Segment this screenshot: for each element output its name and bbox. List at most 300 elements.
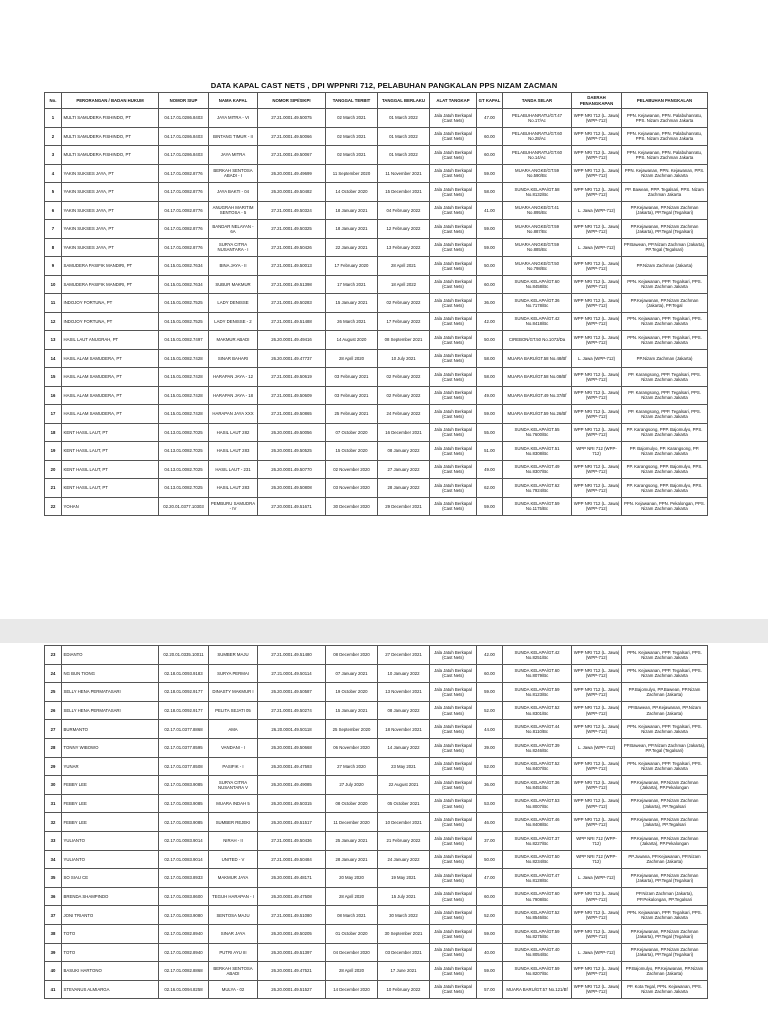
cell-no: 18 [45, 423, 62, 442]
table-row [45, 201, 708, 220]
cell-owner: YAKIN SUKSES JAYA, PT [62, 183, 159, 202]
cell-sipi: 27.21.0001.49.51398 [258, 275, 326, 294]
cell-gt: 44.00 [477, 720, 503, 739]
table-row [45, 109, 708, 128]
cell-port: PP.Nizam Zachman (Jakarta) [622, 349, 708, 368]
cell-port: PPN. Kejawanan, PPP. Tegalsari, PPS. Nizam Zachman Jakarta [622, 720, 708, 739]
cell-valid-date: 14 January 2022 [378, 738, 430, 757]
cell-gt: 59.00 [477, 164, 503, 183]
cell-port: PP. Karangsong, PPP. Tegalsari, PPS. Nizam Zachman Jakarta [622, 386, 708, 405]
cell-gt: 39.00 [477, 738, 503, 757]
cell-port: PPN. Kejawanan, PPP. Tegalsari, PPS. Nizam Zachman Jakarta [622, 906, 708, 925]
cell-owner: SAMUDERA PASIFIK MANDIRI, PT [62, 275, 159, 294]
cell-sipi: 27.21.0001.49.50426 [258, 238, 326, 257]
cell-no: 13 [45, 331, 62, 350]
cell-gear: Jala Jatuh Berkapal (Cast Nets) [430, 423, 477, 442]
cell-siup: 04.17.01.0286.8403 [159, 146, 209, 165]
cell-gear: Jala Jatuh Berkapal (Cast Nets) [430, 869, 477, 888]
cell-mark: SUNDA KELAPA/GT.59 No.8275/Bc [503, 924, 572, 943]
cell-owner: YAKIN SUKSES JAYA, PT [62, 164, 159, 183]
cell-sipi: 27.21.0001.49.50274 [258, 701, 326, 720]
cell-no: 9 [45, 257, 62, 276]
cell-owner: HASIL ALAM SAMUDERA, PT [62, 368, 159, 387]
cell-no: 25 [45, 683, 62, 702]
cell-mark: MUARA ANGKE/GT.41 No.895/Bc [503, 201, 572, 220]
cell-area: WPP NRI 712 (L. Jawa) (WPP-712) [572, 497, 622, 516]
cell-issued-date: 03 February 2021 [326, 386, 378, 405]
cell-gear: Jala Jatuh Berkapal (Cast Nets) [430, 831, 477, 850]
cell-siup: 04.17.01.0082.8776 [159, 183, 209, 202]
cell-gt: 52.00 [477, 757, 503, 776]
cell-valid-date: 11 November 2021 [378, 164, 430, 183]
cell-gear: Jala Jatuh Berkapal (Cast Nets) [430, 646, 477, 665]
cell-issued-date: 25 January 2021 [326, 831, 378, 850]
cell-valid-date: 05 October 2021 [378, 794, 430, 813]
cell-sipi: 26.20.0001.49.50315 [258, 794, 326, 813]
cell-valid-date: 21 February 2022 [378, 831, 430, 850]
cell-area: WPP NRI 712 (L. Jawa) (WPP-712) [572, 683, 622, 702]
cell-no: 16 [45, 386, 62, 405]
cell-mark: MUARA ANGKE/GT.59 No.590/Bc [503, 164, 572, 183]
cell-gt: 58.00 [477, 183, 503, 202]
col-header-port: PELABUHAN PANGKALAN [622, 93, 708, 109]
cell-gt: 59.00 [477, 924, 503, 943]
cell-issued-date: 27 March 2020 [326, 757, 378, 776]
cell-gear: Jala Jatuh Berkapal (Cast Nets) [430, 962, 477, 981]
cell-vessel-name: JAYA MITRA - VI [209, 109, 258, 128]
cell-owner: JONI TRIANTO [62, 906, 159, 925]
cell-siup: 02.18.01.0092.9177 [159, 701, 209, 720]
cell-siup: 04.13.01.0082.7025 [159, 423, 209, 442]
cell-gear: Jala Jatuh Berkapal (Cast Nets) [430, 127, 477, 146]
table-row [45, 720, 708, 739]
table-row [45, 664, 708, 683]
cell-sipi: 27.21.0001.49.50865 [258, 405, 326, 424]
cell-owner: BURMANTO [62, 720, 159, 739]
cell-no: 11 [45, 294, 62, 313]
cell-no: 10 [45, 275, 62, 294]
cell-gt: 55.00 [477, 423, 503, 442]
cell-gear: Jala Jatuh Berkapal (Cast Nets) [430, 813, 477, 832]
cell-gt: 59.00 [477, 962, 503, 981]
cell-gt: 57.00 [477, 980, 503, 999]
cell-no: 8 [45, 238, 62, 257]
table-row [45, 257, 708, 276]
cell-sipi: 27.21.0001.49.51488 [258, 312, 326, 331]
table-row [45, 906, 708, 925]
cell-gt: 37.00 [477, 831, 503, 850]
cell-vessel-name: MAKMUR ABADI [209, 331, 258, 350]
cell-valid-date: 02 February 2022 [378, 294, 430, 313]
col-header-issued-date: TANGGAL TERBIT [326, 93, 378, 109]
cell-area: L. Jawa (WPP-712) [572, 238, 622, 257]
cell-sipi: 26.20.0001.49.47737 [258, 349, 326, 368]
cell-issued-date: 14 August 2020 [326, 331, 378, 350]
cell-gear: Jala Jatuh Berkapal (Cast Nets) [430, 275, 477, 294]
cell-vessel-name: SENTOSA MAJU [209, 906, 258, 925]
cell-area: WPP NRI 712 (L. Jawa) (WPP-712) [572, 257, 622, 276]
cell-gear: Jala Jatuh Berkapal (Cast Nets) [430, 164, 477, 183]
cell-area: WPP NRI 712 (L. Jawa) (WPP-712) [572, 386, 622, 405]
cell-vessel-name: BERKAH SENTOSA ABADI [209, 962, 258, 981]
cell-port: PPN. Kejawanan, PPN. Palabuhanratu, PPS. Nizam Zachman Jakarta [622, 109, 708, 128]
cell-issued-date: 15 January 2021 [326, 294, 378, 313]
cell-valid-date: 27 January 2022 [378, 460, 430, 479]
table-row [45, 831, 708, 850]
cell-no: 3 [45, 146, 62, 165]
table-row [45, 794, 708, 813]
cell-port: PP.Bawean, PP.Nizam Zachman (Jakarta), PP.Tegal (Tegalsari) [622, 238, 708, 257]
cell-siup: 02.17.01.0082.8868 [159, 962, 209, 981]
cell-gear: Jala Jatuh Berkapal (Cast Nets) [430, 720, 477, 739]
cell-vessel-name: HASIL LAUT 283 [209, 442, 258, 461]
cell-valid-date: 08 January 2022 [378, 701, 430, 720]
cell-mark: SUNDA KELAPA/GT.47 No.8128/Bc [503, 869, 572, 888]
table-row [45, 479, 708, 498]
cell-gear: Jala Jatuh Berkapal (Cast Nets) [430, 497, 477, 516]
cell-port: PP. Karangsong, PPP. Bajomulyo, PPS. Nizam Zachman Jakarta [622, 479, 708, 498]
cell-port: PP.Nizam Zachman (Jakarta) [622, 257, 708, 276]
table-row [45, 423, 708, 442]
cell-owner: KENT HASIL LAUT, PT [62, 479, 159, 498]
cell-issued-date: 07 October 2020 [326, 423, 378, 442]
cell-gear: Jala Jatuh Berkapal (Cast Nets) [430, 109, 477, 128]
cell-mark: SUNDA KELAPA/GT.42 No.8251/Bc [503, 646, 572, 665]
cell-vessel-name: TEGUH HARAPAN - I [209, 887, 258, 906]
cell-gear: Jala Jatuh Berkapal (Cast Nets) [430, 701, 477, 720]
cell-no: 7 [45, 220, 62, 239]
cell-no: 40 [45, 962, 62, 981]
table-row [45, 738, 708, 757]
cell-mark: SUNDA KELAPA/GT.49 No.8307/Bc [503, 460, 572, 479]
cell-mark: PELABUHANRATU/GT.60 No.28/Ac [503, 127, 572, 146]
cell-vessel-name: VANDANI - I [209, 738, 258, 757]
cell-owner: KENT HASIL LAUT, PT [62, 423, 159, 442]
cell-owner: STEVANUS ALMIARGA [62, 980, 159, 999]
table-row [45, 776, 708, 795]
cell-area: WPP NRI 712 (L. Jawa) (WPP-712) [572, 294, 622, 313]
cell-issued-date: 18 January 2021 [326, 201, 378, 220]
cell-vessel-name: SUBUR MAKMUR [209, 275, 258, 294]
cell-siup: 04.17.01.0286.8403 [159, 127, 209, 146]
table-row [45, 349, 708, 368]
cell-valid-date: 17 June 2021 [378, 962, 430, 981]
cell-gt: 49.00 [477, 386, 503, 405]
cell-issued-date: 15 October 2020 [326, 442, 378, 461]
cell-issued-date: 28 April 2020 [326, 349, 378, 368]
cell-no: 27 [45, 720, 62, 739]
cell-port: PP. Bawean, PPP. Tegalsari, PPS. Nizam Zachman Jakarta [622, 183, 708, 202]
cell-sipi: 26.20.0001.49.49085 [258, 776, 326, 795]
cell-sipi: 26.20.0001.49.50205 [258, 924, 326, 943]
cell-area: L. Jawa (WPP-712) [572, 349, 622, 368]
cell-owner: BRENDA SHAMPINDO [62, 887, 159, 906]
cell-sipi: 27.21.0001.49.50067 [258, 146, 326, 165]
cell-gt: 59.00 [477, 220, 503, 239]
col-header-vessel-name: NAMA KAPAL [209, 93, 258, 109]
cell-siup: 02.18.01.0092.9177 [159, 683, 209, 702]
cell-gt: 50.00 [477, 331, 503, 350]
cell-gear: Jala Jatuh Berkapal (Cast Nets) [430, 238, 477, 257]
cell-issued-date: 03 November 2020 [326, 479, 378, 498]
table-body-page-1 [45, 109, 708, 516]
cell-owner: YAKIN SUKSES JAYA, PT [62, 201, 159, 220]
cell-siup: 04.13.01.0082.7025 [159, 442, 209, 461]
cell-mark: MUARA BARU/GT.57 No.121/Bf [503, 980, 572, 999]
cell-valid-date: 01 March 2022 [378, 127, 430, 146]
cell-mark: PELABUHANRATU/GT.47 No.17/Ac [503, 109, 572, 128]
cell-gt: 36.00 [477, 294, 503, 313]
cell-no: 4 [45, 164, 62, 183]
cell-siup: 02.17.01.0377.8595 [159, 738, 209, 757]
cell-sipi: 26.20.0001.49.47521 [258, 962, 326, 981]
table-row [45, 275, 708, 294]
cell-gear: Jala Jatuh Berkapal (Cast Nets) [430, 386, 477, 405]
cell-port: PP.Kejawanan, PP.Nizam Zachman (Jakarta), PP.Pekalongan [622, 776, 708, 795]
cell-issued-date: 17 February 2020 [326, 257, 378, 276]
cell-gear: Jala Jatuh Berkapal (Cast Nets) [430, 349, 477, 368]
table-row [45, 887, 708, 906]
cell-vessel-name: MUARA INDAH 5 [209, 794, 258, 813]
cell-port: PP.Nizam Zachman (Jakarta), PP.Pekalongan, PP.Tegalsari [622, 887, 708, 906]
cell-mark: SUNDA KELAPA/GT.36 No.7178/Bc [503, 294, 572, 313]
cell-valid-date: 18 November 2021 [378, 720, 430, 739]
cell-issued-date: 02 March 2021 [326, 146, 378, 165]
cell-siup: 04.17.01.0082.8776 [159, 201, 209, 220]
cell-sipi: 26.20.0001.49.51397 [258, 943, 326, 962]
cell-area: L. Jawa (WPP-712) [572, 869, 622, 888]
cell-owner: INDOJOY FORTUNA, PT [62, 294, 159, 313]
cell-port: PPN. Kejawanan, PPP. Tegalsari, PPS. Nizam Zachman Jakarta [622, 331, 708, 350]
cell-no: 21 [45, 479, 62, 498]
cell-vessel-name: SUMBER REJEKI [209, 813, 258, 832]
cell-area: WPP NRI 712 (L. Jawa) (WPP-712) [572, 331, 622, 350]
cell-gear: Jala Jatuh Berkapal (Cast Nets) [430, 943, 477, 962]
cell-siup: 02.17.01.0083.9085 [159, 813, 209, 832]
cell-gear: Jala Jatuh Berkapal (Cast Nets) [430, 850, 477, 869]
cell-port: PP. Kota Tegal, PPN. Kejawanan, PPS. Nizam Zachman Jakarta [622, 980, 708, 999]
cell-siup: 04.13.01.0082.7025 [159, 460, 209, 479]
cell-mark: SUNDA KELAPA/GT.52 No.8407/Bc [503, 757, 572, 776]
cell-no: 36 [45, 887, 62, 906]
cell-vessel-name: PASIFIK - I [209, 757, 258, 776]
col-header-area: DAERAH PENANGKAPAN [572, 93, 622, 109]
cell-area: L. Jawa (WPP-712) [572, 943, 622, 962]
cell-siup: 02.20.01.0335.10011 [159, 646, 209, 665]
cell-issued-date: 01 October 2020 [326, 924, 378, 943]
table-row [45, 238, 708, 257]
table-row [45, 368, 708, 387]
cell-siup: 02.17.01.0377.8508 [159, 757, 209, 776]
cell-owner: SELLY HENA PERMATASARI [62, 701, 159, 720]
cell-area: WPP NRI 712 (L. Jawa) (WPP-712) [572, 701, 622, 720]
cell-owner: FEBBY LEE [62, 776, 159, 795]
cell-area: WPP NRI 712 (L. Jawa) (WPP-712) [572, 776, 622, 795]
cell-area: WPP NRI 712 (L. Jawa) (WPP-712) [572, 164, 622, 183]
cell-vessel-name: SUMBER MAJU [209, 646, 258, 665]
cell-vessel-name: SURYA PERMAI [209, 664, 258, 683]
cell-sipi: 26.20.0001.49.49699 [258, 164, 326, 183]
cell-mark: SUNDA KELAPA/GT.52 No.8301/Bc [503, 701, 572, 720]
cell-owner: TONNY WIBOWO [62, 738, 159, 757]
cell-mark: PELABUHANRATU/GT.60 No.14/Ac [503, 146, 572, 165]
table-row [45, 220, 708, 239]
cell-area: WPP NRI 712 (L. Jawa) (WPP-712) [572, 183, 622, 202]
cell-siup: 02.17.01.0083.9085 [159, 794, 209, 813]
cell-mark: CIREBON/GT.50 No.1073/Da [503, 331, 572, 350]
cell-vessel-name: HASIL LAUT 283 [209, 479, 258, 498]
cell-siup: 02.17.01.0083.8600 [159, 887, 209, 906]
cell-valid-date: 15 December 2021 [378, 183, 430, 202]
cell-no: 32 [45, 813, 62, 832]
cell-siup: 04.15.01.0082.7525 [159, 312, 209, 331]
cell-issued-date: 06 November 2020 [326, 738, 378, 757]
cell-issued-date: 02 March 2021 [326, 127, 378, 146]
cell-gt: 47.00 [477, 109, 503, 128]
table-row [45, 924, 708, 943]
cell-no: 26 [45, 701, 62, 720]
cell-area: WPP NRI 712 (L. Jawa) (WPP-712) [572, 423, 622, 442]
cell-siup: 04.15.01.0082.7428 [159, 368, 209, 387]
cell-valid-date: 12 February 2022 [378, 220, 430, 239]
cell-gt: 58.00 [477, 368, 503, 387]
cell-siup: 02.17.01.0082.8940 [159, 943, 209, 962]
cell-gear: Jala Jatuh Berkapal (Cast Nets) [430, 664, 477, 683]
cell-mark: MUARA ANGKE/GT.59 No.885/Bc [503, 238, 572, 257]
cell-siup: 04.17.01.0082.8776 [159, 164, 209, 183]
cell-valid-date: 10 February 2022 [378, 980, 430, 999]
table-row [45, 294, 708, 313]
cell-mark: SUNDA KELAPA/GT.50 No.8234/Bc [503, 850, 572, 869]
cell-vessel-name: HARAPAN JAYA XXX [209, 405, 258, 424]
cell-port: PP.Kejawanan, PP.Nizam Zachman (Jakarta), PP.Tegal (Tegalsari) [622, 869, 708, 888]
table-header-row [45, 93, 708, 109]
cell-valid-date: 19 May 2021 [378, 869, 430, 888]
cell-gt: 60.00 [477, 127, 503, 146]
cell-issued-date: 07 January 2021 [326, 664, 378, 683]
cell-sipi: 26.20.0001.49.50770 [258, 460, 326, 479]
cell-siup: 04.17.01.0082.8776 [159, 220, 209, 239]
cell-mark: SUNDA KELAPA/GT.59 No.1175/Bc [503, 497, 572, 516]
cell-no: 6 [45, 201, 62, 220]
cell-sipi: 27.21.0001.49.50324 [258, 201, 326, 220]
cell-no: 31 [45, 794, 62, 813]
cell-gt: 60.00 [477, 146, 503, 165]
cell-vessel-name: BANDAR NELAYAN - 6A [209, 220, 258, 239]
cell-owner: SAMUDERA PASIFIK MANDIRI, PT [62, 257, 159, 276]
cell-sipi: 26.20.0001.49.50525 [258, 442, 326, 461]
cell-valid-date: 10 December 2021 [378, 813, 430, 832]
cell-vessel-name: MAKMUR JAYA [209, 869, 258, 888]
cell-sipi: 26.20.0001.49.47593 [258, 757, 326, 776]
cell-owner: YULIANTO [62, 850, 159, 869]
cell-siup: 02.20.01.0377.10303 [159, 497, 209, 516]
cell-siup: 02.17.01.0082.8940 [159, 924, 209, 943]
col-header-valid-date: TANGGAL BERLAKU [378, 93, 430, 109]
cell-issued-date: 26 March 2021 [326, 312, 378, 331]
cell-mark: SUNDA KELAPA/GT.53 No.8007/Bc [503, 794, 572, 813]
cell-valid-date: 22 August 2021 [378, 776, 430, 795]
cell-vessel-name: BERKAH SENTOSA ABADI - I [209, 164, 258, 183]
cell-issued-date: 25 September 2020 [326, 720, 378, 739]
cell-port: PP. Bajomulyo, PP. Karangsong, PP. Nizam Zachman Jakarta [622, 442, 708, 461]
cell-valid-date: 17 February 2022 [378, 312, 430, 331]
cell-sipi: 26.20.0001.49.50668 [258, 738, 326, 757]
cell-port: PP.Kejawanan, PP.Nizam Zachman (Jakarta), PP.Tegalsari [622, 794, 708, 813]
cell-no: 22 [45, 497, 62, 516]
cell-owner: KENT HASIL LAUT, PT [62, 460, 159, 479]
cell-issued-date: 19 October 2020 [326, 683, 378, 702]
cell-no: 19 [45, 442, 62, 461]
cell-sipi: 27.21.0001.49.50066 [258, 127, 326, 146]
cell-siup: 02.17.01.0083.9085 [159, 776, 209, 795]
cell-gt: 59.00 [477, 405, 503, 424]
table-row [45, 980, 708, 999]
cell-gear: Jala Jatuh Berkapal (Cast Nets) [430, 220, 477, 239]
cell-gear: Jala Jatuh Berkapal (Cast Nets) [430, 312, 477, 331]
cell-no: 29 [45, 757, 62, 776]
cell-vessel-name: NIRAH - II [209, 831, 258, 850]
table-row [45, 331, 708, 350]
cell-gear: Jala Jatuh Berkapal (Cast Nets) [430, 980, 477, 999]
cell-issued-date: 28 April 2020 [326, 962, 378, 981]
cell-port: PP.Kejawanan, PP.Nizam Zachman (Jakarta), PP.Tegal (Tegalsari) [622, 201, 708, 220]
cell-sipi: 26.20.0001.49.51527 [258, 980, 326, 999]
cell-owner: YUNAR [62, 757, 159, 776]
cell-gt: 46.00 [477, 813, 503, 832]
cell-vessel-name: JAYA BAKTI - 04 [209, 183, 258, 202]
cell-mark: SUNDA KELAPA/GT.44 No.8110/Bc [503, 720, 572, 739]
cell-mark: MUARA BARU/GT.59 No.26/Bf [503, 405, 572, 424]
cell-sipi: 26.20.0001.49.50587 [258, 683, 326, 702]
cell-mark: SUNDA KELAPA/GT.52 No.8546/Bc [503, 906, 572, 925]
cell-siup: 04.15.01.0082.7428 [159, 405, 209, 424]
cell-owner: KENT HASIL LAUT, PT [62, 442, 159, 461]
vessel-table-page-2 [44, 645, 708, 999]
cell-valid-date: 28 April 2021 [378, 257, 430, 276]
cell-no: 1 [45, 109, 62, 128]
cell-sipi: 27.21.0001.49.50484 [258, 850, 326, 869]
cell-area: WPP NRI 712 (L. Jawa) (WPP-712) [572, 887, 622, 906]
cell-area: WPP NRI 712 (L. Jawa) (WPP-712) [572, 312, 622, 331]
cell-port: PPN. Kejawanan, PPP. Tegalsari, PPS. Nizam Zachman Jakarta [622, 757, 708, 776]
cell-mark: SUNDA KELAPA/GT.62 No.7924/Bc [503, 479, 572, 498]
cell-mark: MUARA ANGKE/GT.50 No.798/Bc [503, 257, 572, 276]
cell-valid-date: 01 March 2022 [378, 146, 430, 165]
cell-area: WPP NRI 712 (L. Jawa) (WPP-712) [572, 479, 622, 498]
cell-mark: SUNDA KELAPA/GT.58 No.8132/Bc [503, 183, 572, 202]
table-row [45, 497, 708, 516]
col-header-mark: TANDA SELAR [503, 93, 572, 109]
cell-issued-date: 15 January 2021 [326, 701, 378, 720]
cell-area: WPP NRI 712 (WPP-712) [572, 850, 622, 869]
table-row [45, 943, 708, 962]
cell-siup: 04.17.01.0286.8403 [159, 109, 209, 128]
cell-valid-date: 03 December 2021 [378, 943, 430, 962]
cell-owner: NG BUN TIONG [62, 664, 159, 683]
cell-vessel-name: LADY DENISSE [209, 294, 258, 313]
cell-issued-date: 25 February 2021 [326, 405, 378, 424]
cell-gear: Jala Jatuh Berkapal (Cast Nets) [430, 906, 477, 925]
table-row [45, 127, 708, 146]
cell-valid-date: 24 February 2022 [378, 405, 430, 424]
cell-area: L. Jawa (WPP-712) [572, 201, 622, 220]
cell-port: PP.Kejawanan, PP.Nizam Zachman (Jakarta), PP.Tegal (Tegalsari) [622, 943, 708, 962]
cell-siup: 04.15.01.0082.7428 [159, 349, 209, 368]
cell-owner: EDIANTO [62, 646, 159, 665]
cell-gear: Jala Jatuh Berkapal (Cast Nets) [430, 331, 477, 350]
cell-valid-date: 15 July 2021 [378, 887, 430, 906]
